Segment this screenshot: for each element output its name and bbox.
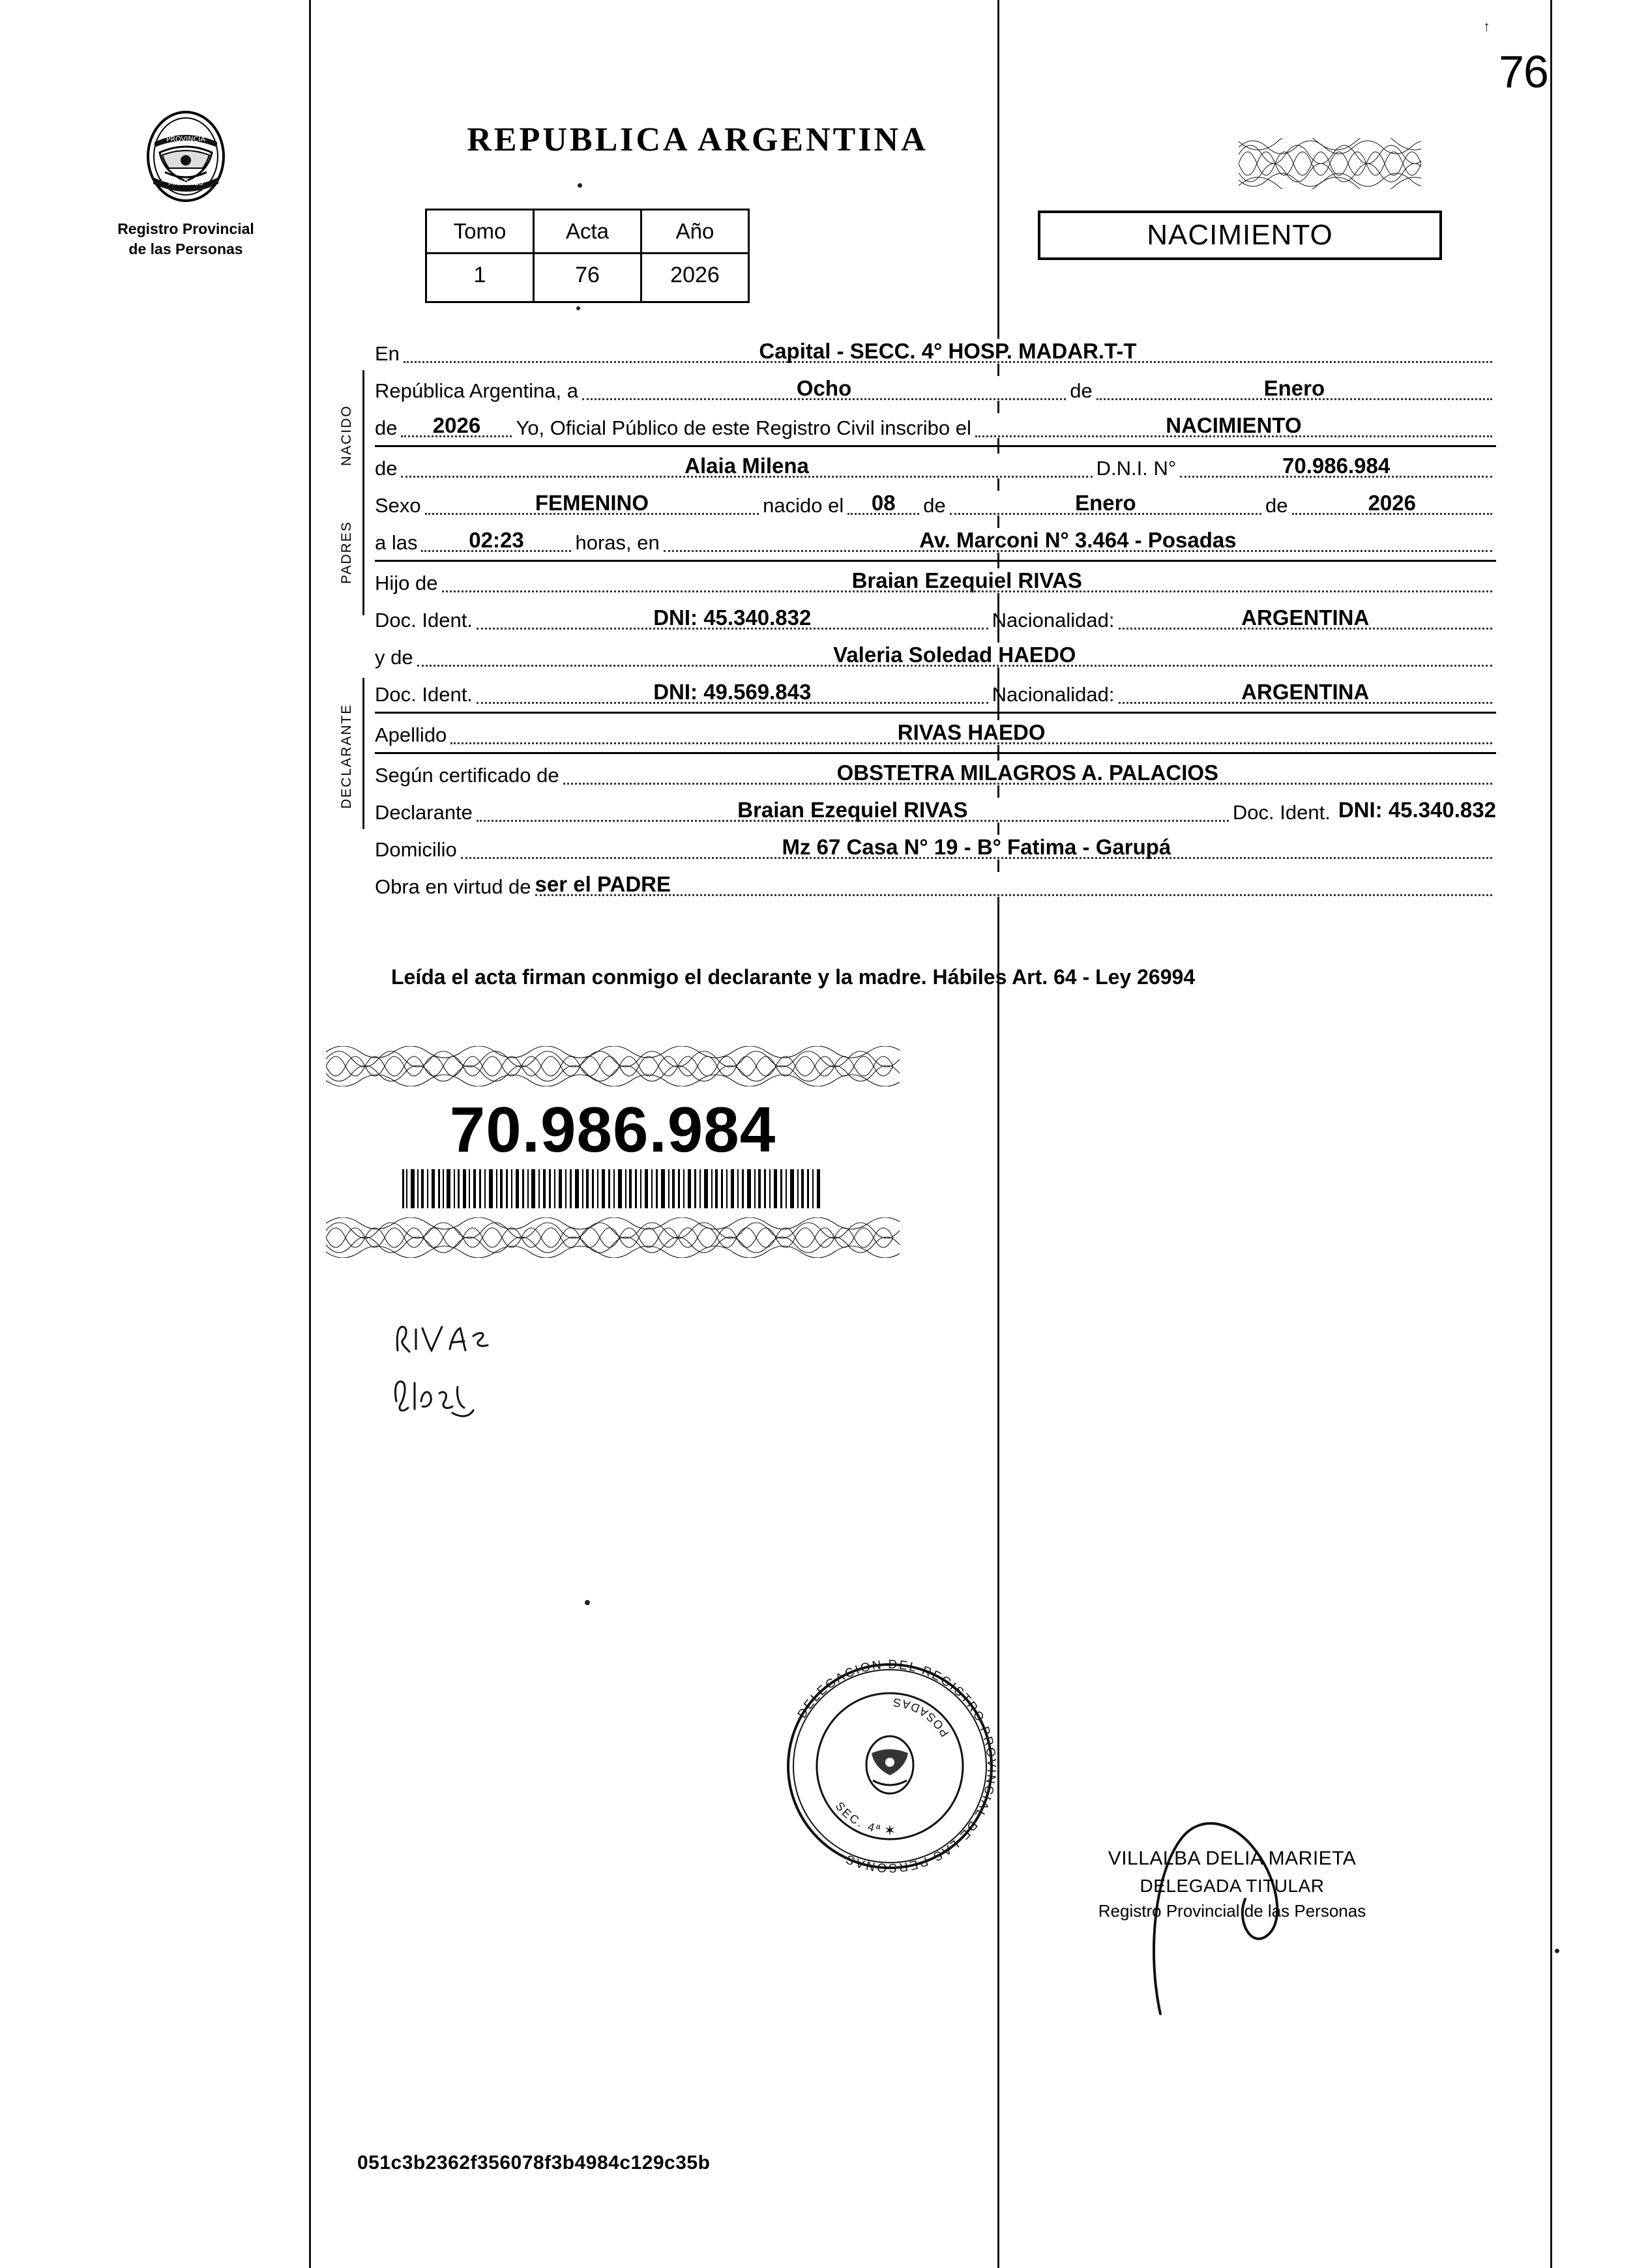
label-doc-ident-mother: Doc. Ident. <box>375 683 473 706</box>
svg-text:POSADAS: POSADAS <box>890 1695 952 1739</box>
label-de-4: de <box>1265 494 1288 517</box>
table-header-row <box>426 210 749 254</box>
value-sex: FEMENINO <box>425 491 759 516</box>
page-number: 76 <box>1499 46 1548 97</box>
label-horas-en: horas, en <box>575 531 660 554</box>
field-mother-name <box>417 645 1492 673</box>
field-father-name <box>442 570 1493 599</box>
value-mother-name: Valeria Soledad HAEDO <box>417 643 1492 667</box>
section-label-nacido: NACIDO <box>339 405 354 466</box>
field-child-dni <box>1180 456 1492 484</box>
acta-table <box>425 209 750 303</box>
value-certificate-by: OBSTETRA MILAGROS A. PALACIOS <box>563 761 1492 785</box>
value-child-name: Alaia Milena <box>401 454 1092 478</box>
field-certificate-by <box>563 763 1492 791</box>
label-domicilio: Domicilio <box>375 838 457 861</box>
value-birth-day: 08 <box>847 491 919 516</box>
value-domicile: Mz 67 Casa N° 19 - B° Fatima - Garupá <box>461 835 1492 860</box>
field-birth-day <box>847 493 919 521</box>
registry-caption-line1: Registro Provincial <box>117 220 254 237</box>
cell-anio: 2026 <box>641 254 749 302</box>
guilloche-pattern-upper <box>326 1046 900 1086</box>
field-mother-doc <box>477 682 988 710</box>
registry-caption-line2: de las Personas <box>128 240 243 258</box>
value-father-nationality: ARGENTINA <box>1119 605 1492 630</box>
form-line-father-doc <box>375 599 1496 636</box>
official-signature-block <box>1050 1844 1415 1924</box>
svg-text:✶: ✶ <box>883 1822 896 1839</box>
label-declarante: Declarante <box>375 801 473 824</box>
value-capacity: ser el PADRE <box>535 872 1492 897</box>
form-line-mother-doc <box>375 673 1496 710</box>
label-en: En <box>375 342 400 365</box>
security-code-block <box>326 1046 900 1258</box>
document-hash: 051c3b2362f356078f3b4984c129c35b <box>357 2152 711 2174</box>
label-de-nombre: de <box>375 457 398 480</box>
official-name: VILLALBA DELIA MARIETA <box>1108 1848 1357 1869</box>
section-label-declarante: DECLARANTE <box>339 703 354 809</box>
scan-speck <box>585 1600 590 1605</box>
label-sexo: Sexo <box>375 494 421 517</box>
barcode <box>401 1169 825 1208</box>
value-father-doc: DNI: 45.340.832 <box>477 605 988 630</box>
label-nacionalidad-father: Nacionalidad: <box>992 609 1115 632</box>
field-domicile <box>461 837 1492 865</box>
guilloche-pattern-lower <box>326 1217 900 1258</box>
value-birth-time: 02:23 <box>421 528 571 553</box>
certificate-form <box>375 332 1496 903</box>
value-father-name: Braian Ezequiel RIVAS <box>442 568 1493 593</box>
value-year: 2026 <box>401 413 512 438</box>
label-oficial-publico: Yo, Oficial Público de este Registro Civil inscribo el <box>516 416 971 439</box>
label-y-de: y de <box>375 646 413 669</box>
registry-emblem-block <box>98 104 274 259</box>
section-label-padres: PADRES <box>339 521 354 585</box>
section-bracket-padres <box>362 490 364 615</box>
svg-text:PROVINCIA: PROVINCIA <box>166 135 206 143</box>
value-surname: RIVAS HAEDO <box>450 720 1492 745</box>
form-line-father-name <box>375 562 1496 599</box>
field-birth-time <box>421 530 571 559</box>
column-header-anio: Año <box>641 210 749 254</box>
field-place <box>404 341 1492 370</box>
field-day-word <box>582 378 1066 407</box>
left-margin-rule <box>309 0 311 2268</box>
cell-acta: 76 <box>534 254 641 302</box>
field-birth-year <box>1292 493 1492 521</box>
handwritten-signature <box>385 1310 580 1440</box>
label-segun-certificado: Según certificado de <box>375 764 559 787</box>
scan-speck <box>576 306 580 310</box>
value-day-word: Ocho <box>582 376 1066 401</box>
form-line-declarant <box>375 791 1496 828</box>
field-mother-nationality <box>1119 682 1492 710</box>
legal-note: Leída el acta firman conmigo el declarante y la madre. Hábiles Art. 64 - Ley 26994 <box>391 965 1196 989</box>
label-republica: República Argentina, a <box>375 379 578 402</box>
form-line-sex-birthdate <box>375 484 1496 521</box>
label-declarant-doc: Doc. Ident. <box>1232 801 1331 824</box>
field-birth-month <box>950 493 1261 521</box>
form-line-place <box>375 332 1496 370</box>
field-father-doc <box>477 607 988 636</box>
value-mother-doc: DNI: 49.569.843 <box>477 680 988 705</box>
section-bracket-nacido <box>362 370 364 501</box>
section-bracket-declarante <box>362 678 364 829</box>
field-surname <box>450 722 1492 751</box>
scan-speck <box>1555 1949 1559 1953</box>
form-line-date <box>375 370 1496 407</box>
value-child-dni: 70.986.984 <box>1180 454 1492 478</box>
act-type-box: NACIMIENTO <box>1038 211 1442 260</box>
registry-caption <box>98 219 274 259</box>
label-dni: D.N.I. N° <box>1096 457 1177 480</box>
official-org: Registro Provincial de las Personas <box>1098 1901 1366 1921</box>
field-month <box>1096 378 1492 407</box>
label-apellido: Apellido <box>375 723 447 746</box>
form-line-certificate <box>375 754 1496 791</box>
table-row <box>426 254 749 302</box>
page-title: REPUBLICA ARGENTINA <box>467 121 928 158</box>
field-declarant-name <box>477 800 1229 828</box>
value-inscribe-type: NACIMIENTO <box>975 413 1492 438</box>
label-a-las: a las <box>375 531 418 554</box>
form-line-capacity <box>375 865 1496 903</box>
value-birth-month: Enero <box>950 491 1261 516</box>
label-hijo-de: Hijo de <box>375 572 438 594</box>
official-role: DELEGADA TITULAR <box>1140 1875 1325 1896</box>
label-de-1: de <box>1070 379 1093 402</box>
scan-speck <box>578 183 582 188</box>
label-nacionalidad-mother: Nacionalidad: <box>992 683 1115 706</box>
value-mother-nationality: ARGENTINA <box>1119 680 1492 705</box>
official-seal <box>766 1642 1014 1890</box>
label-de-3: de <box>923 494 946 517</box>
svg-text:DELEGACION DEL REGISTRO PROVIN: DELEGACION DEL REGISTRO PROVINCIAL DE LAS PERSONAS <box>795 1657 999 1875</box>
field-year <box>401 415 512 444</box>
field-sex <box>425 493 759 521</box>
field-birth-address <box>664 530 1492 559</box>
form-line-surname <box>375 714 1496 751</box>
value-birth-year: 2026 <box>1292 491 1492 516</box>
field-child-name <box>401 456 1092 484</box>
dni-number-large: 70.986.984 <box>449 1094 776 1165</box>
label-de-2: de <box>375 416 398 439</box>
field-capacity <box>535 874 1492 903</box>
value-month: Enero <box>1096 376 1492 401</box>
svg-text:MISIONES: MISIONES <box>168 179 203 187</box>
label-doc-ident-father: Doc. Ident. <box>375 609 473 632</box>
column-header-tomo: Tomo <box>426 210 534 254</box>
column-header-acta: Acta <box>534 210 641 254</box>
value-declarant-doc: DNI: 45.340.832 <box>1338 798 1496 822</box>
right-margin-rule <box>1550 0 1552 2268</box>
label-nacido-el: nacido el <box>763 494 844 517</box>
provincial-crest-icon <box>134 104 238 209</box>
form-line-domicile <box>375 828 1496 865</box>
form-line-name <box>375 447 1496 484</box>
label-obra-en-virtud: Obra en virtud de <box>375 875 531 898</box>
value-birth-address: Av. Marconi N° 3.464 - Posadas <box>664 528 1492 553</box>
svg-text:SEC. 4ª: SEC. 4ª <box>832 1799 883 1837</box>
field-inscribe-type <box>975 415 1492 444</box>
form-line-time-place <box>375 521 1496 559</box>
form-line-year-inscribe <box>375 407 1496 444</box>
value-place: Capital - SECC. 4° HOSP. MADAR.T-T <box>404 339 1492 364</box>
form-line-mother-name <box>375 636 1496 673</box>
value-declarant-name: Braian Ezequiel RIVAS <box>477 798 1229 822</box>
cell-tomo: 1 <box>426 254 534 302</box>
top-tick-mark: ↑ <box>1483 18 1490 35</box>
guilloche-pattern-top <box>1239 138 1421 189</box>
field-father-nationality <box>1119 607 1492 636</box>
